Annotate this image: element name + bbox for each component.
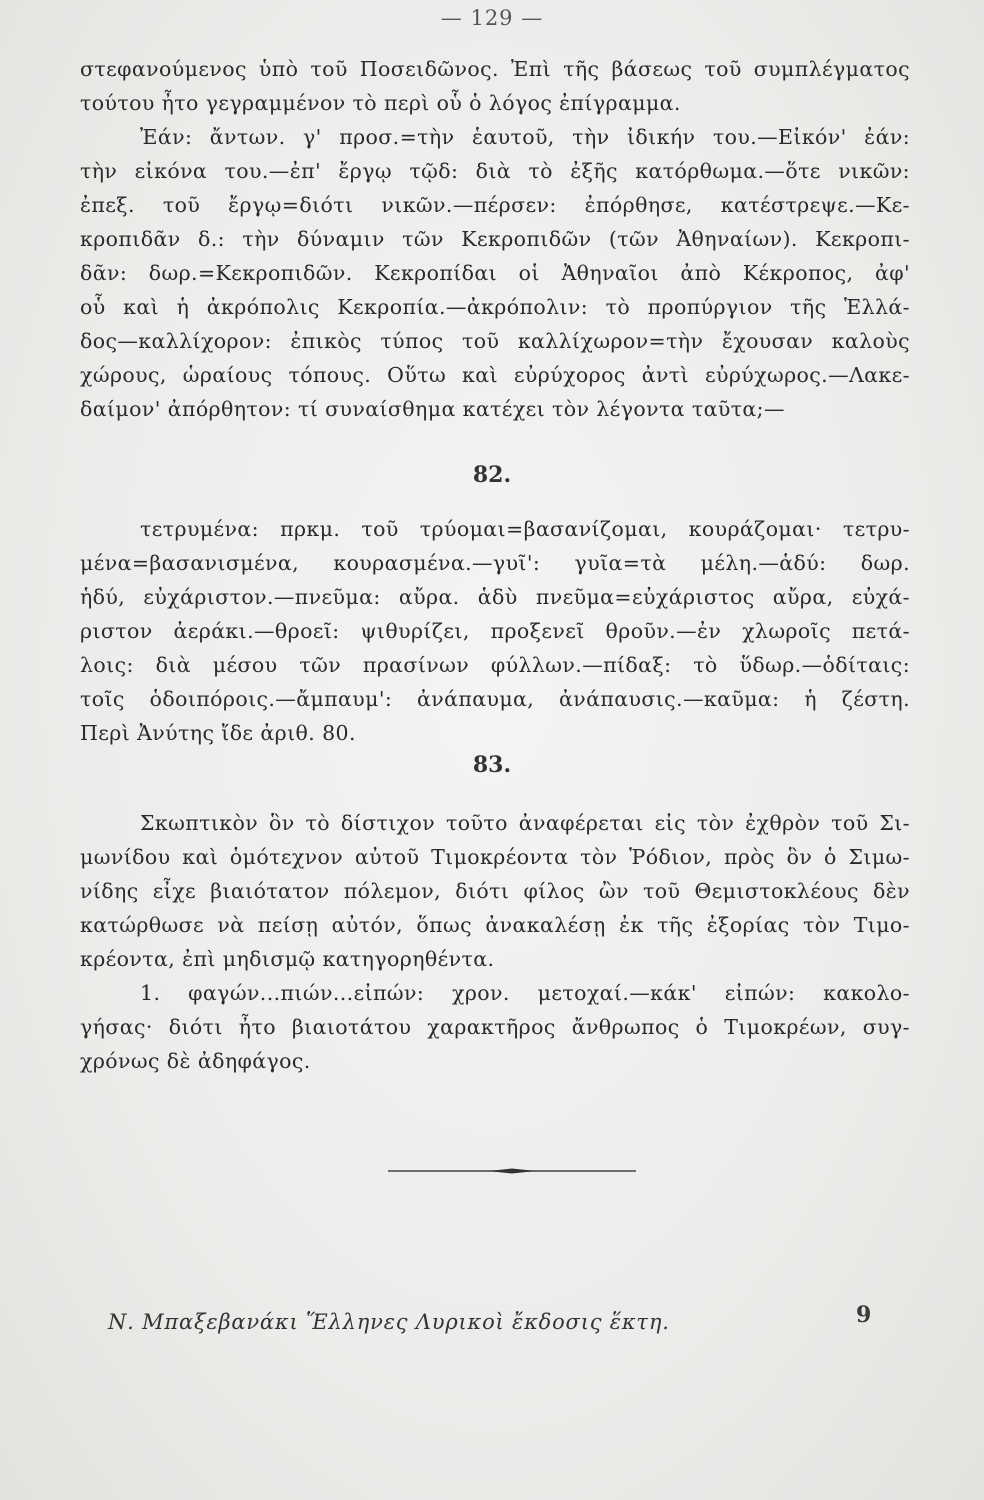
text-line: δαίμον' ἀπόρθητον: τί συναίσθημα κατέχει τὸν λέγοντα ταῦτα;— (80, 397, 785, 421)
printer-signature-line: Ν. Μπαξεβανάκι Ἕλληνες Λυρικοὶ ἔκδοσις ἕκτη. (108, 1310, 670, 1334)
section-82-body (80, 512, 910, 750)
text-line: κατώρθωσε νὰ πείσῃ αὐτόν, ὅπως ἀνακαλέσῃ ἐκ τῆς ἐξορίας τὸν Τιμο- (80, 913, 910, 937)
text-line: δᾶν: δωρ.=Κεκροπιδῶν. Κεκροπίδαι οἱ Ἀθηναῖοι ἀπὸ Κέκροπος, ἀφ' (80, 261, 910, 285)
text-line: ἐπεξ. τοῦ ἔργῳ=διότι νικῶν.—πέρσεν: ἐπόρθησε, κατέστρεψε.—Κε- (80, 193, 910, 217)
text-line: νίδης εἶχε βιαιότατον πόλεμον, διότι φίλος ὢν τοῦ Θεμιστοκλέους δὲν (80, 879, 910, 903)
page-number: — 129 — (440, 6, 544, 30)
ornamental-divider (388, 1168, 636, 1171)
text-line: κρέοντα, ἐπὶ μηδισμῷ κατηγορηθέντα. (80, 947, 495, 971)
text-line: μωνίδου καὶ ὁμότεχνον αὐτοῦ Τιμοκρέοντα τὸν Ῥόδιον, πρὸς ὃν ὁ Σιμω- (80, 845, 910, 869)
text-line: οὗ καὶ ἡ ἀκρόπολις Κεκροπία.—ἀκρόπολιν: τὸ προπύργιον τῆς Ἑλλά- (80, 295, 910, 319)
text-line: Περὶ Ἀνύτης ἴδε ἀριθ. 80. (80, 721, 356, 745)
text-line: ἡδύ, εὐχάριστον.—πνεῦμα: αὔρα. ἁδὺ πνεῦμα=εὐχάριστος αὔρα, εὐχά- (80, 585, 910, 609)
text-line: χρόνως δὲ ἀδηφάγος. (80, 1049, 311, 1073)
text-line: μένα=βασανισμένα, κουρασμένα.—γυῖ': γυῖα=τὰ μέλη.—ἁδύ: δωρ. (80, 551, 910, 575)
section-number-83: 83. (472, 752, 512, 778)
text-line: ριστον ἀεράκι.—θροεῖ: ψιθυρίζει, προξενεῖ θροῦν.—ἐν χλωροῖς πετά- (80, 619, 910, 643)
section-83-body (80, 806, 910, 1078)
text-line: τούτου ἦτο γεγραμμένον τὸ περὶ οὗ ὁ λόγος ἐπίγραμμα. (80, 91, 681, 115)
section-number-82: 82. (472, 462, 512, 488)
text-line: 1. φαγών...πιών...εἰπών: χρον. μετοχαί.—κάκ' εἰπών: κακολο- (140, 981, 910, 1005)
text-line: δος—καλλίχορον: ἐπικὸς τύπος τοῦ καλλίχωρον=τὴν ἔχουσαν καλοὺς (80, 329, 910, 353)
text-line: Ἐάν: ἄντων. γ' προσ.=τὴν ἑαυτοῦ, τὴν ἰδικήν του.—Εἰκόν' ἐάν: (140, 125, 910, 149)
section-81-continuation (80, 52, 910, 426)
text-line: λοις: διὰ μέσου τῶν πρασίνων φύλλων.—πίδαξ: τὸ ὕδωρ.—ὁδίταις: (80, 653, 910, 677)
text-line: κροπιδᾶν δ.: τὴν δύναμιν τῶν Κεκροπιδῶν (τῶν Ἀθηναίων). Κεκροπι- (80, 227, 910, 251)
text-line: στεφανούμενος ὑπὸ τοῦ Ποσειδῶνος. Ἐπὶ τῆς βάσεως τοῦ συμπλέγματος (80, 57, 910, 81)
text-line: χώρους, ὡραίους τόπους. Οὕτω καὶ εὐρύχορος ἀντὶ εὐρύχωρος.—Λακε- (80, 363, 910, 387)
text-line: γήσας· διότι ἦτο βιαιοτάτου χαρακτῆρος ἄνθρωπος ὁ Τιμοκρέων, συγ- (80, 1015, 910, 1039)
text-line: τὴν εἰκόνα του.—ἐπ' ἔργῳ τῷδ: διὰ τὸ ἐξῆς κατόρθωμα.—ὅτε νικῶν: (80, 159, 910, 183)
text-line: Σκωπτικὸν ὃν τὸ δίστιχον τοῦτο ἀναφέρεται εἰς τὸν ἐχθρὸν τοῦ Σι- (140, 811, 910, 835)
text-line: τετρυμένα: πρκμ. τοῦ τρύομαι=βασανίζομαι, κουράζομαι· τετρυ- (140, 517, 910, 541)
signature-mark: 9 (856, 1302, 872, 1328)
text-line: τοῖς ὁδοιπόροις.—ἄμπαυμ': ἀνάπαυμα, ἀνάπαυσις.—καῦμα: ἡ ζέστη. (80, 687, 910, 711)
